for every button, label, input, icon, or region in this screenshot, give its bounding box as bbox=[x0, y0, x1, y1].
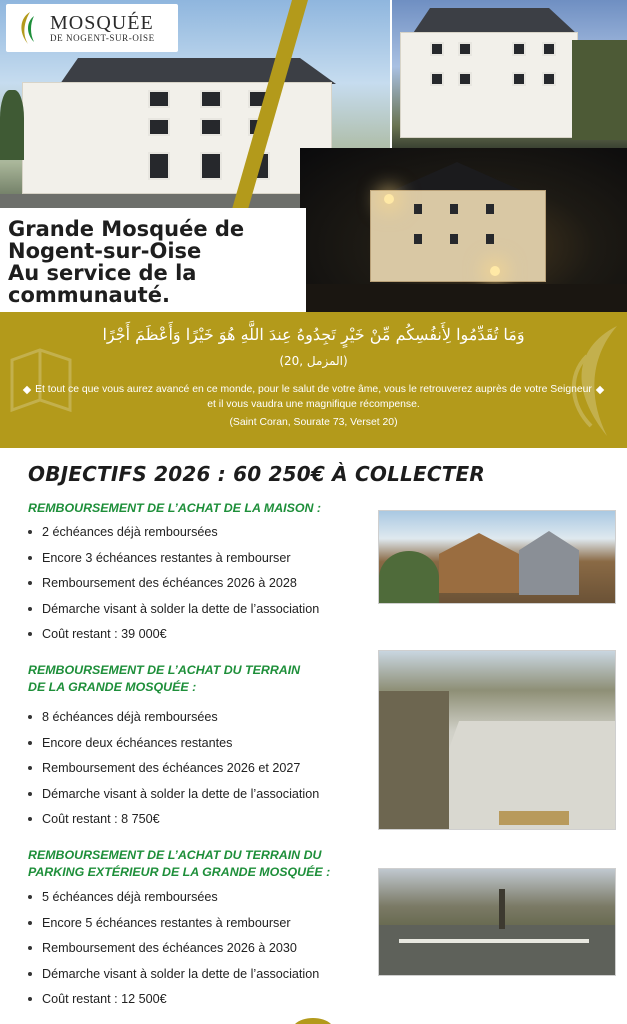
arabic-verse: وَمَا تُقَدِّمُوا لِأَنفُسِكُم مِّنْ خَيْرٍ تَجِدُوهُ عِندَ اللَّهِ هُوَ خَيْرًا وَأَعْظَمَ أَجْرًا bbox=[102, 325, 525, 344]
section-title-line: REMBOURSEMENT DE L’ACHAT DU TERRAIN DU bbox=[28, 848, 322, 862]
parking-photo bbox=[378, 868, 616, 976]
list-item: Encore 3 échéances restantes à rembourser bbox=[28, 550, 319, 576]
land-construction-photo bbox=[378, 650, 616, 830]
objectives-heading: OBJECTIFS 2026 : 60 250€ À COLLECTER bbox=[28, 462, 486, 486]
quran-quote-band bbox=[0, 312, 627, 448]
verse-translation: Et tout ce que vous aurez avancé en ce monde, pour le salut de votre âme, vous le retrouverez auprès de votre Seigneur et il vous vaudra une magnifique récompense. bbox=[35, 384, 592, 410]
list-item: 2 échéances déjà remboursées bbox=[28, 524, 319, 550]
list-item: Remboursement des échéances 2026 à 2030 bbox=[28, 940, 319, 966]
hero-title-line: Nogent-sur-Oise bbox=[8, 239, 202, 263]
section-title-line: REMBOURSEMENT DE L’ACHAT DU TERRAIN bbox=[28, 663, 301, 677]
hero-title bbox=[8, 218, 298, 306]
list-item: Coût restant : 39 000€ bbox=[28, 626, 319, 652]
section-title-line: DE LA GRANDE MOSQUÉE : bbox=[28, 680, 197, 694]
logo-subtitle: DE NOGENT-SUR-OISE bbox=[50, 33, 155, 43]
list-item: Encore deux échéances restantes bbox=[28, 735, 319, 761]
land-bullet-list bbox=[28, 709, 319, 837]
logo-name: MOSQUÉE bbox=[50, 12, 154, 34]
list-item: Démarche visant à solder la dette de l’association bbox=[28, 966, 319, 992]
list-item: Coût restant : 8 750€ bbox=[28, 811, 319, 837]
section-title-parking bbox=[28, 847, 330, 881]
mosque-logo bbox=[6, 4, 178, 52]
list-item: 5 échéances déjà remboursées bbox=[28, 889, 319, 915]
list-item: 8 échéances déjà remboursées bbox=[28, 709, 319, 735]
house-bullet-list bbox=[28, 524, 319, 652]
list-item: Encore 5 échéances restantes à rembourser bbox=[28, 915, 319, 941]
mosque-night-photo bbox=[300, 148, 627, 312]
list-item: Démarche visant à solder la dette de l’association bbox=[28, 601, 319, 627]
hero-title-line: Grande Mosquée de bbox=[8, 217, 245, 241]
hero-title-line: Au service de la bbox=[8, 261, 197, 285]
section-title-land bbox=[28, 662, 300, 696]
crescent-logo-icon bbox=[14, 10, 42, 46]
arabic-verse-reference: (المزمل ,20) bbox=[279, 354, 348, 368]
hero-banner bbox=[0, 0, 627, 312]
mosque-side-photo bbox=[392, 0, 627, 148]
section-title-line: PARKING EXTÉRIEUR DE LA GRANDE MOSQUÉE : bbox=[28, 865, 331, 879]
footer-ornament-icon bbox=[293, 1014, 333, 1024]
hero-title-line: communauté. bbox=[8, 283, 170, 307]
section-title-line: REMBOURSEMENT DE L’ACHAT DE LA MAISON : bbox=[28, 501, 322, 515]
section-title-house bbox=[28, 500, 321, 517]
list-item: Remboursement des échéances 2026 et 2027 bbox=[28, 760, 319, 786]
list-item: Remboursement des échéances 2026 à 2028 bbox=[28, 575, 319, 601]
house-photo bbox=[378, 510, 616, 604]
parking-bullet-list bbox=[28, 889, 319, 1017]
list-item: Coût restant : 12 500€ bbox=[28, 991, 319, 1017]
verse-reference: (Saint Coran, Sourate 73, Verset 20) bbox=[229, 417, 398, 428]
list-item: Démarche visant à solder la dette de l’association bbox=[28, 786, 319, 812]
